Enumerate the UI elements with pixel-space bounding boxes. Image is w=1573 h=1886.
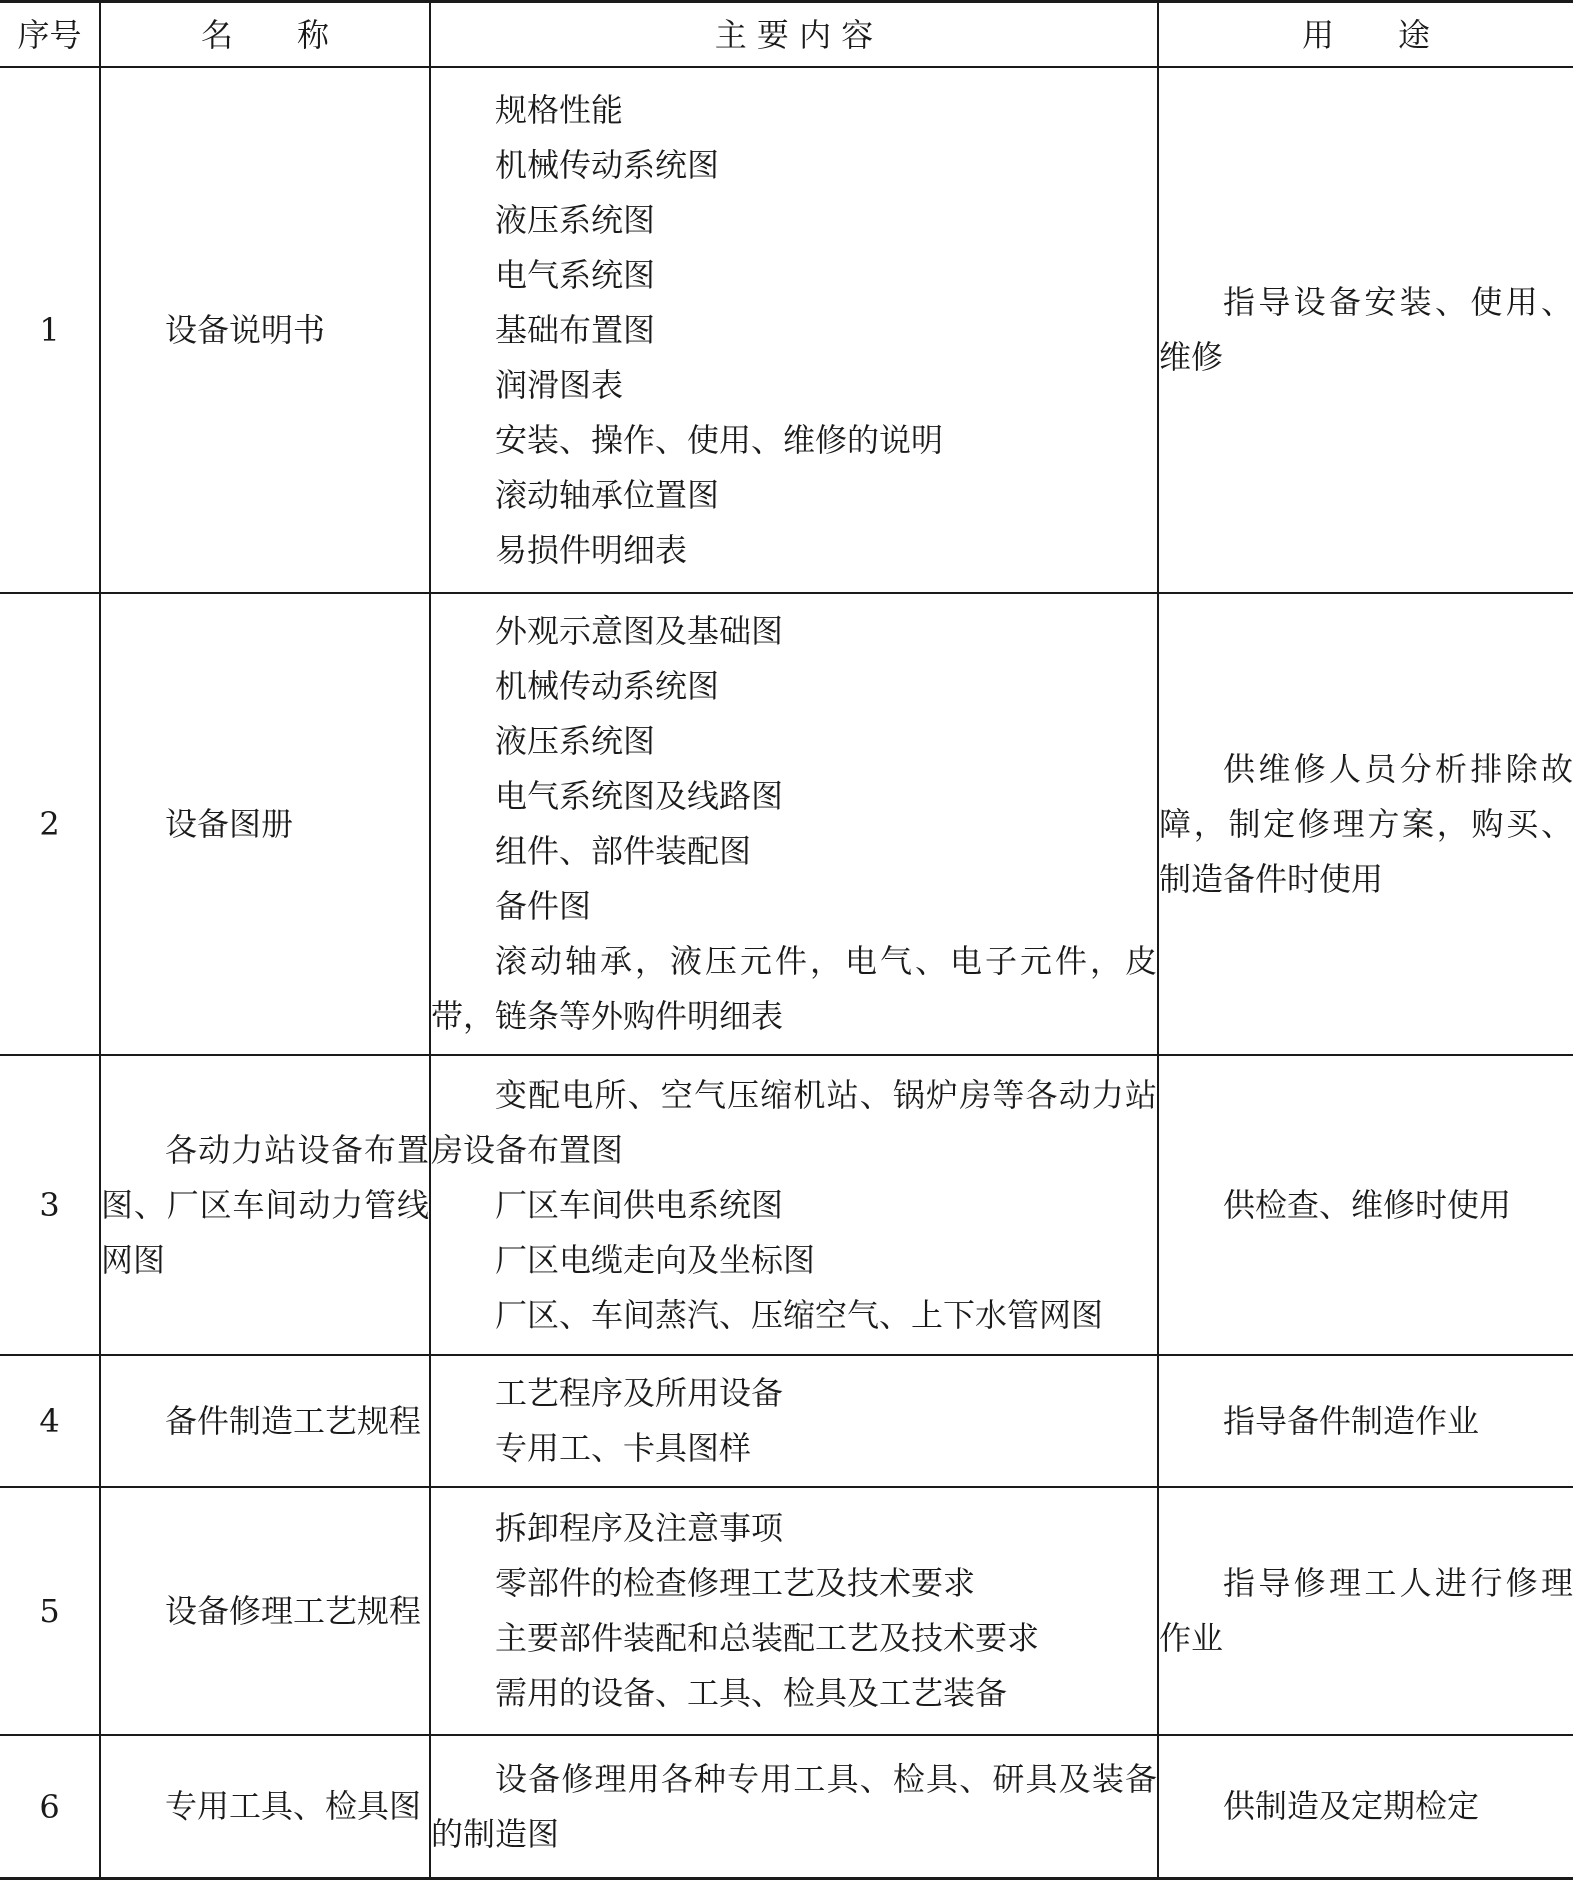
row-number: 1 [0,67,100,593]
row-name: 专用工具、检具图 [100,1735,430,1879]
row-name: 设备说明书 [100,67,430,593]
row-number: 2 [0,593,100,1055]
row-number: 6 [0,1735,100,1879]
content-line: 变配电所、空气压缩机站、锅炉房等各动力站房设备布置图 [431,1075,1157,1169]
header-use: 用 途 [1158,2,1573,68]
content-line: 润滑图表 [495,365,624,404]
row-use: 供维修人员分析排除故障，制定修理方案，购买、制造备件时使用 [1158,593,1573,1055]
content-line: 机械传动系统图 [495,667,720,705]
content-line: 滚动轴承，液压元件，电气、电子元件，皮带，链条等外购件明细表 [431,942,1157,1035]
row-content [430,1355,1158,1487]
content-line: 液压系统图 [495,200,656,239]
content-line: 拆卸程序及注意事项 [495,1509,784,1547]
table-row [0,1735,1573,1879]
table-row [0,1487,1573,1735]
row-content [430,1487,1158,1735]
table-row [0,1055,1573,1355]
content-line: 组件、部件装配图 [495,832,752,870]
content-line: 主要部件装配和总装配工艺及技术要求 [495,1619,1040,1657]
content-line: 机械传动系统图 [495,145,720,184]
row-use: 供制造及定期检定 [1158,1735,1573,1879]
row-number: 4 [0,1355,100,1487]
row-use: 供检查、维修时使用 [1158,1055,1573,1355]
row-number: 3 [0,1055,100,1355]
header-content: 主 要 内 容 [430,2,1158,68]
content-line: 零部件的检查修理工艺及技术要求 [495,1564,976,1602]
content-line: 工艺程序及所用设备 [495,1374,784,1412]
row-name: 设备修理工艺规程 [100,1487,430,1735]
content-line: 设备修理用各种专用工具、检具、研具及装备的制造图 [431,1759,1157,1853]
row-content [430,1055,1158,1355]
header-no: 序号 [0,2,100,68]
table-header-row [0,2,1573,68]
content-line: 电气系统图及线路图 [495,777,784,815]
row-name: 各动力站设备布置图、厂区车间动力管线网图 [100,1055,430,1355]
content-line: 备件图 [495,887,592,925]
header-name: 名 称 [100,2,430,68]
content-line: 电气系统图 [495,255,656,294]
content-line: 外观示意图及基础图 [495,612,784,650]
content-line: 厂区电缆走向及坐标图 [495,1240,816,1279]
content-line: 安装、操作、使用、维修的说明 [495,420,944,459]
table-row [0,593,1573,1055]
content-line: 液压系统图 [495,722,656,760]
content-line: 厂区车间供电系统图 [495,1185,784,1224]
content-line: 滚动轴承位置图 [495,475,720,514]
row-use: 指导设备安装、使用、维修 [1158,67,1573,593]
row-use: 指导备件制造作业 [1158,1355,1573,1487]
content-line: 基础布置图 [495,310,656,349]
content-line: 厂区、车间蒸汽、压缩空气、上下水管网图 [495,1295,1104,1334]
row-use: 指导修理工人进行修理作业 [1158,1487,1573,1735]
content-line: 易损件明细表 [495,530,688,569]
table-row [0,1355,1573,1487]
row-content [430,593,1158,1055]
row-name: 备件制造工艺规程 [100,1355,430,1487]
row-content [430,67,1158,593]
row-number: 5 [0,1487,100,1735]
content-line: 规格性能 [495,90,624,129]
content-line: 专用工、卡具图样 [495,1429,752,1467]
row-content [430,1735,1158,1879]
row-name: 设备图册 [100,593,430,1055]
content-line: 需用的设备、工具、检具及工艺装备 [495,1674,1008,1712]
table-row [0,67,1573,593]
